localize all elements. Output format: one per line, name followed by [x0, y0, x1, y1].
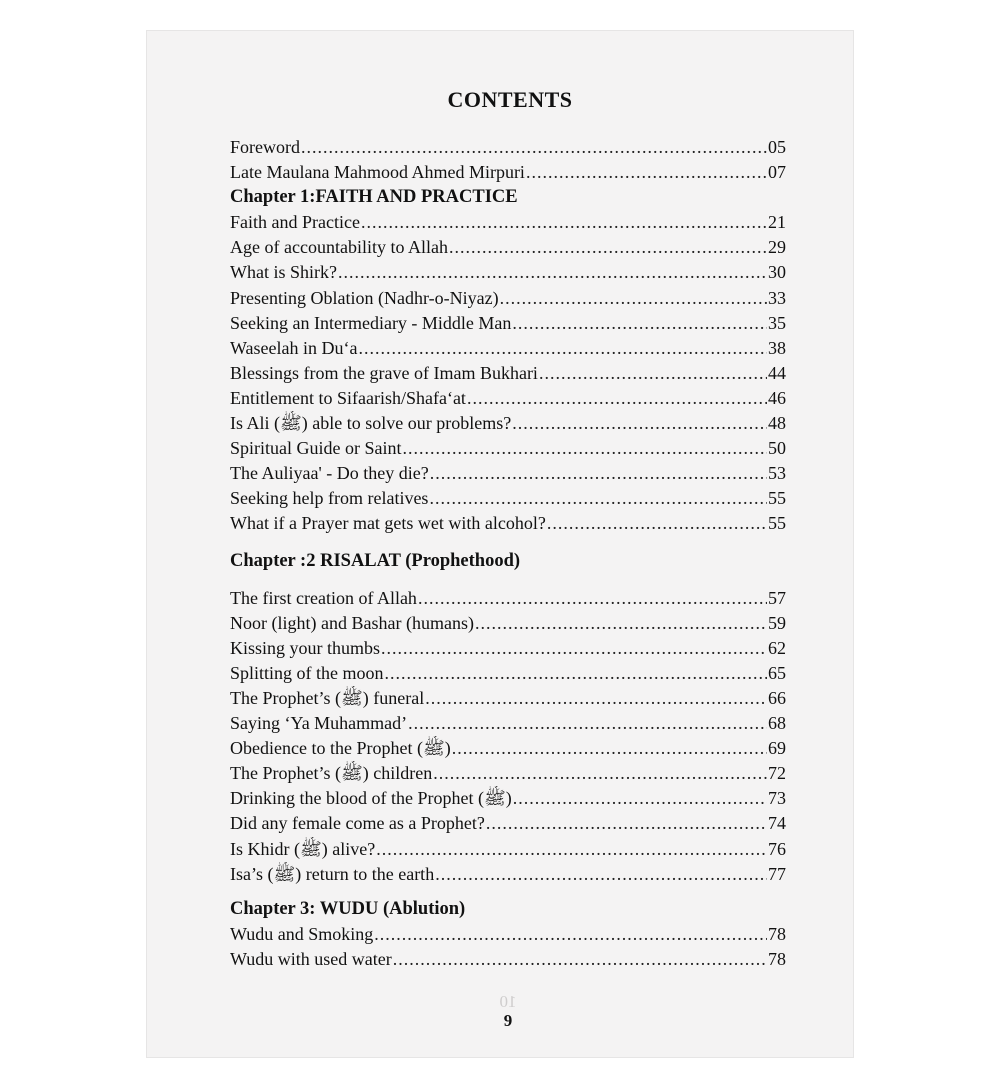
chapter-heading: Chapter 3: WUDU (Ablution) — [230, 898, 466, 919]
entry-title: Noor (light) and Bashar (humans) — [230, 612, 474, 633]
entry-title: Wudu and Smoking — [230, 923, 374, 944]
entry-title: Is Ali (ﷺ) able to solve our problems? — [230, 413, 512, 434]
page-title: CONTENTS — [447, 87, 573, 112]
entry-page: 74 — [768, 813, 786, 834]
entry-page: 46 — [768, 387, 786, 408]
toc-entry — [230, 736, 786, 761]
entry-title: Seeking help from relatives — [230, 488, 429, 509]
toc-entry — [230, 636, 786, 661]
entry-title: Presenting Oblation (Nadhr-o-Niyaz) — [230, 287, 499, 308]
toc-entry — [230, 586, 786, 611]
toc-entry — [230, 711, 786, 736]
toc-entry — [230, 922, 786, 947]
entry-page: 55 — [768, 513, 786, 534]
entry-page: 53 — [768, 463, 786, 484]
entry-page: 65 — [768, 662, 786, 683]
toc-entry — [230, 837, 786, 862]
entry-page: 50 — [768, 438, 786, 459]
chapter-heading: Chapter 1:FAITH AND PRACTICE — [230, 187, 518, 208]
toc-entry — [230, 786, 786, 811]
entry-title: Wudu with used water — [230, 948, 392, 969]
entry-page: 48 — [768, 413, 786, 434]
entry-title: Late Maulana Mahmood Ahmed Mirpuri — [230, 162, 525, 183]
entry-title: Seeking an Intermediary - Middle Man — [230, 312, 512, 333]
entry-page: 68 — [768, 713, 786, 734]
toc-entry — [230, 661, 786, 686]
entry-page: 44 — [768, 362, 786, 383]
toc-entry — [230, 686, 786, 711]
entry-page: 07 — [768, 162, 786, 183]
entry-title: Faith and Practice — [230, 212, 360, 233]
entry-title: Obedience to the Prophet (ﷺ) — [230, 738, 451, 759]
toc-entry — [230, 311, 786, 336]
entry-title: Isa’s (ﷺ) return to the earth — [230, 863, 435, 884]
entry-page: 76 — [768, 838, 786, 859]
entry-page: 69 — [768, 738, 786, 759]
entry-page: 78 — [768, 923, 786, 944]
entry-title: Foreword — [230, 137, 300, 157]
chapter-heading: Chapter :2 RISALAT (Prophethood) — [230, 550, 521, 571]
entry-page: 38 — [768, 337, 786, 358]
toc-entry — [230, 436, 786, 461]
entry-title: What is Shirk? — [230, 262, 337, 283]
toc-entry — [230, 611, 786, 636]
entry-page: 57 — [768, 587, 786, 608]
entry-title: The Auliyaa' - Do they die? — [230, 463, 429, 484]
toc-entry — [230, 336, 786, 361]
entry-title: Entitlement to Sifaarish/Shafa‘at — [230, 387, 466, 408]
toc-entry — [230, 511, 786, 536]
toc-entry — [230, 361, 786, 386]
toc-entry — [230, 235, 786, 260]
entry-title: Did any female come as a Prophet? — [230, 813, 485, 834]
entry-page: 66 — [768, 687, 786, 708]
toc-entry — [230, 135, 786, 160]
entry-title: Drinking the blood of the Prophet (ﷺ) — [230, 788, 512, 809]
entry-page: 72 — [768, 763, 786, 784]
table-of-contents — [230, 135, 786, 972]
entry-page: 30 — [768, 262, 786, 283]
entry-title: Age of accountability to Allah — [230, 237, 448, 258]
entry-page: 21 — [768, 212, 786, 233]
entry-title: Waseelah in Du‘a — [230, 337, 358, 358]
entry-title: Is Khidr (ﷺ) alive? — [230, 838, 376, 859]
entry-page: 05 — [768, 137, 786, 157]
entry-title: The Prophet’s (ﷺ) funeral — [230, 687, 425, 708]
entry-page: 35 — [768, 312, 786, 333]
toc-entry — [230, 761, 786, 786]
entry-page: 78 — [768, 948, 786, 969]
entry-title: The first creation of Allah — [230, 587, 417, 608]
toc-entry — [230, 386, 786, 411]
entry-title: Kissing your thumbs — [230, 637, 381, 658]
entry-title: The Prophet’s (ﷺ) children — [230, 763, 433, 784]
toc-entry — [230, 862, 786, 887]
toc-entry — [230, 947, 786, 972]
bleed-through-page-number: 10 — [499, 992, 517, 1011]
toc-entry — [230, 210, 786, 235]
toc-entry — [230, 160, 786, 185]
entry-page: 62 — [768, 637, 786, 658]
entry-title: What if a Prayer mat gets wet with alcohol? — [230, 513, 546, 534]
entry-page: 29 — [768, 237, 786, 258]
entry-title: Blessings from the grave of Imam Bukhari — [230, 362, 538, 383]
entry-title: Splitting of the moon — [230, 662, 384, 683]
entry-title: Saying ‘Ya Muhammad’ — [230, 713, 408, 734]
toc-entry — [230, 286, 786, 311]
toc-entry — [230, 811, 786, 836]
entry-page: 33 — [768, 287, 786, 308]
entry-title: Spiritual Guide or Saint — [230, 438, 402, 459]
entry-page: 55 — [768, 488, 786, 509]
toc-entry — [230, 411, 786, 436]
page-number: 9 — [503, 1011, 513, 1030]
entry-page: 59 — [768, 612, 786, 633]
entry-page: 77 — [768, 863, 786, 884]
toc-entry — [230, 461, 786, 486]
toc-entry — [230, 486, 786, 511]
toc-entry — [230, 260, 786, 285]
entry-page: 73 — [768, 788, 786, 809]
